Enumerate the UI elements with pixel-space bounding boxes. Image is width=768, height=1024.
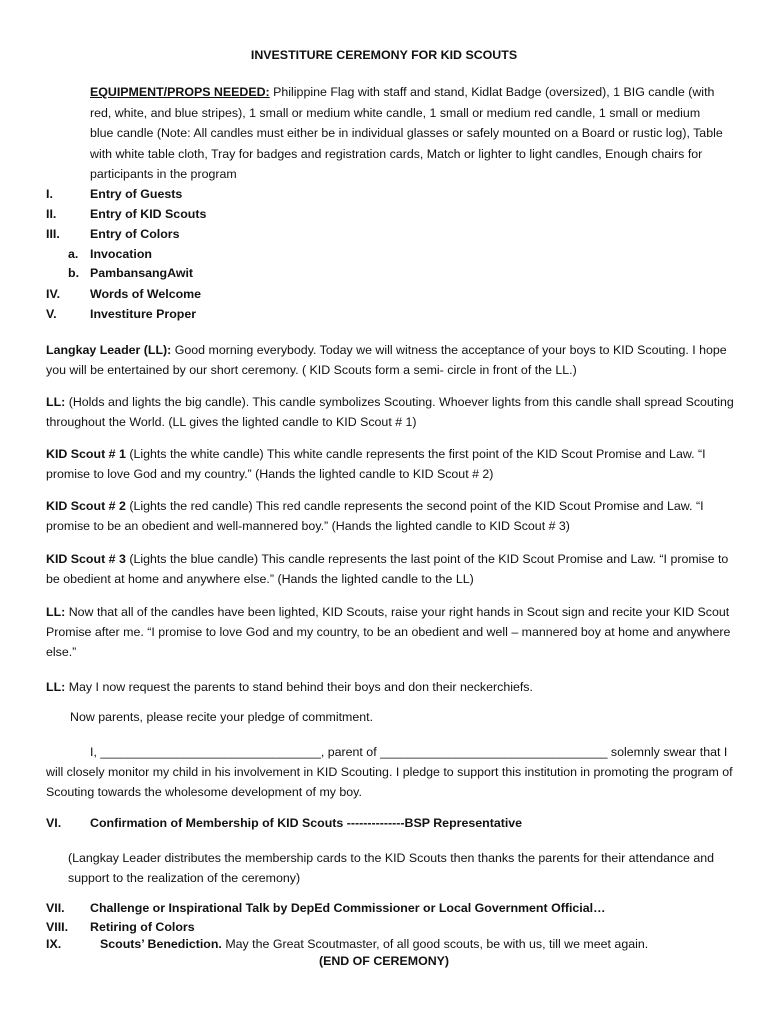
pledge-paragraph: I, ________________________________, parent of _________________________________ solemnly swear that I will closely monitor my child in his involvement in KID Scouting. I pledge to support this institution in promoting the program of Scouting towards the wholesome development of my boy. — [46, 745, 733, 799]
program-item: Entry of KID Scouts — [90, 207, 207, 221]
parents-pledge-intro: Now parents, please recite your pledge of commitment. — [70, 710, 374, 724]
program-num: III. — [46, 227, 60, 241]
program-item: Words of Welcome — [90, 287, 202, 301]
equipment-paragraph — [90, 82, 726, 185]
program-num: IV. — [46, 287, 61, 301]
document-title: INVESTITURE CEREMONY FOR KID SCOUTS — [250, 48, 518, 62]
script-text: (Lights the red candle) This red candle represents the second point of the KID Scout Promise and Law. “I promise to be an obedient and well-mannered boy.” (Hands the lighted candle to KID Scout # 3) — [46, 499, 704, 533]
section-title: Challenge or Inspirational Talk by DepEd Commissioner or Local Government Official… — [90, 901, 606, 915]
section-num: VII. — [46, 901, 65, 915]
end-of-ceremony: (END OF CEREMONY) — [318, 954, 450, 968]
script-text: (Holds and lights the big candle). This candle symbolizes Scouting. Whoever lights from this candle shall spread Scouting throughout the World. (LL gives the lighted candle to KID Scout # 1) — [46, 395, 734, 429]
program-num: V. — [46, 307, 57, 321]
benediction-text: May the Great Scoutmaster, of all good scouts, be with us, till we meet again. — [221, 937, 649, 951]
speaker-label: KID Scout # 1 — [46, 447, 126, 461]
program-num: II. — [46, 207, 57, 221]
script-text: Now that all of the candles have been lighted, KID Scouts, raise your right hands in Scout sign and recite your KID Scout Promise after me. “I promise to love God and my country, to be an obedient and well – mannered boy at home and anywhere else.” — [46, 605, 731, 659]
script-paragraph — [46, 340, 736, 380]
program-subnum: b. — [68, 266, 80, 280]
program-item: Entry of Colors — [90, 227, 180, 241]
script-text: Good morning everybody. Today we will witness the acceptance of your boys to KID Scouting. I hope you will be entertained by our short ceremony. ( KID Scouts form a semi- circle in front of the LL.) — [46, 343, 727, 377]
script-text: May I now request the parents to stand behind their boys and don their neckerchiefs. — [65, 680, 533, 694]
script-paragraph — [46, 496, 736, 536]
section-num: VI. — [46, 816, 62, 830]
speaker-label: KID Scout # 2 — [46, 499, 126, 513]
benediction-line — [100, 937, 648, 951]
equipment-text: Philippine Flag with staff and stand, Kidlat Badge (oversized), 1 BIG candle (with red, white, and blue stripes), 1 small or medium white candle, 1 small or medium red candle, 1 small or medium blue candle (Note: All candles must either be in individual glasses or safely mounted on a Board or rustic log), Table with white table cloth, Tray for badges and registration cards, Match or lighter to light candles, Enough chairs for participants in the program — [90, 85, 723, 181]
section-num: VIII. — [46, 920, 69, 934]
program-item: Entry of Guests — [90, 187, 183, 201]
script-paragraph — [46, 549, 736, 589]
speaker-label: LL: — [46, 680, 66, 694]
program-subnum: a. — [68, 247, 79, 261]
script-text: (Lights the white candle) This white candle represents the first point of the KID Scout Promise and Law. “I promise to love God and my country.” (Hands the lighted candle to KID Scout # 2) — [46, 447, 706, 481]
script-paragraph — [46, 444, 736, 484]
program-num: I. — [46, 187, 53, 201]
section-title: Confirmation of Membership of KID Scouts --------------BSP Representative — [90, 816, 523, 830]
program-item: Investiture Proper — [90, 307, 197, 321]
program-subitem: Invocation — [90, 247, 152, 261]
program-subitem: PambansangAwit — [90, 266, 194, 280]
section-title: Retiring of Colors — [90, 920, 195, 934]
script-paragraph — [46, 392, 736, 432]
script-text: (Lights the blue candle) This candle represents the last point of the KID Scout Promise and Law. “I promise to be obedient at home and anywhere else.” (Hands the lighted candle to the LL) — [46, 552, 729, 586]
section-title: Scouts’ Benediction. — [100, 937, 222, 951]
membership-note: (Langkay Leader distributes the membership cards to the KID Scouts then thanks the parents for their attendance and support to the realization of the ceremony) — [68, 851, 715, 885]
speaker-label: LL: — [46, 605, 66, 619]
equipment-label: EQUIPMENT/PROPS NEEDED: — [90, 85, 270, 99]
script-paragraph — [46, 677, 736, 697]
script-paragraph — [46, 602, 736, 662]
speaker-label: KID Scout # 3 — [46, 552, 126, 566]
speaker-label: Langkay Leader (LL): — [46, 343, 172, 357]
speaker-label: LL: — [46, 395, 66, 409]
section-num: IX. — [46, 937, 62, 951]
